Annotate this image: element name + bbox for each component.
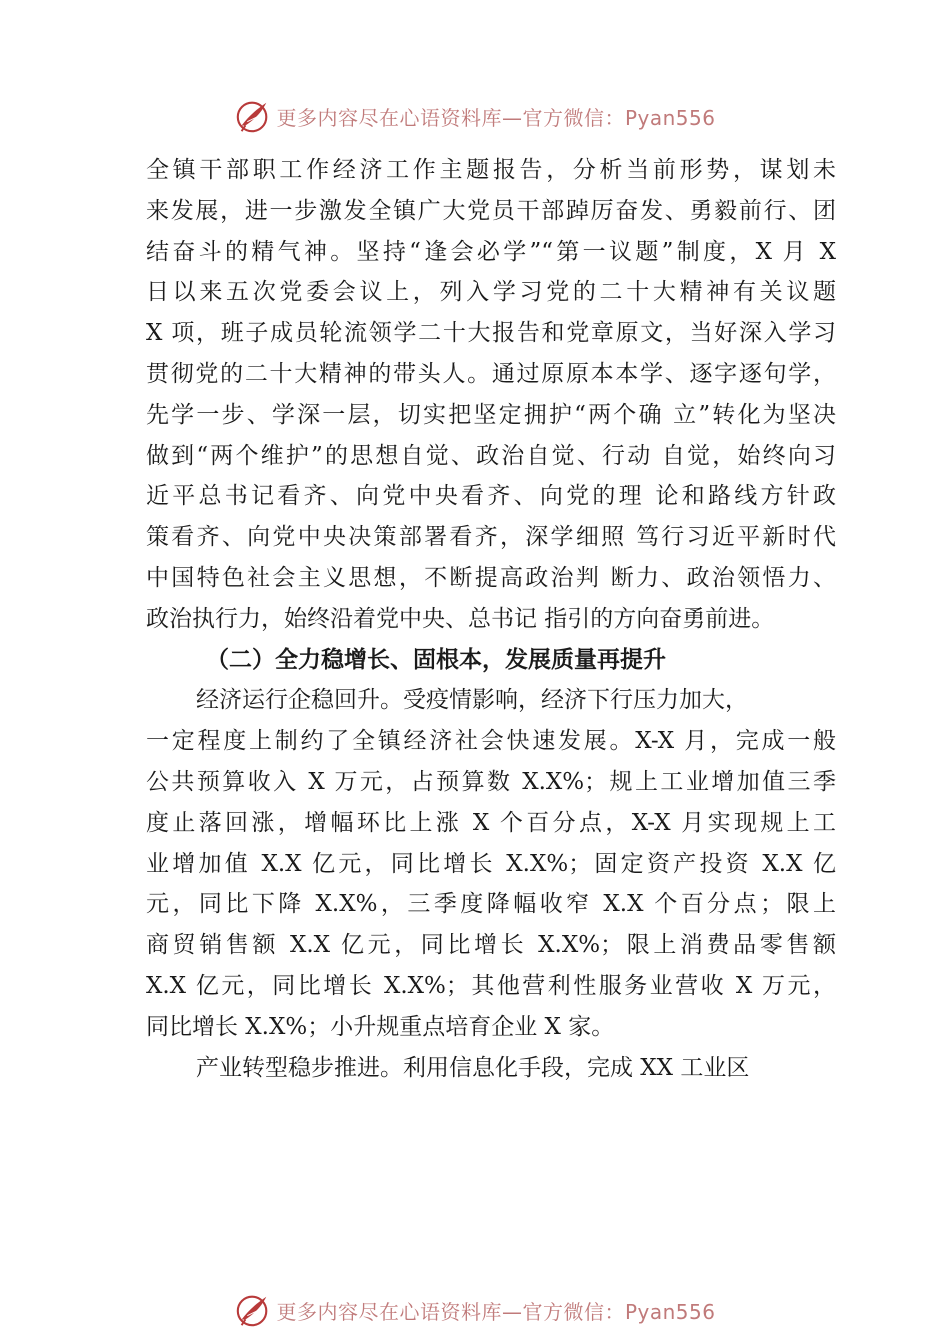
body-line: 一定程度上制约了全镇经济社会快速发展。X-X 月，完成一般 — [146, 728, 836, 755]
body-line: 贯彻党的二十大精神的带头人。通过原原本本学、逐字逐句学， — [146, 360, 836, 387]
body-line: 中国特色社会主义思想，不断提高政治判 断力、政治领悟力、 — [146, 564, 836, 591]
body-line: 全镇干部职工作经济工作主题报告，分析当前形势，谋划未 — [146, 157, 836, 183]
body-line: 策看齐、向党中央决策部署看齐，深学细照 笃行习近平新时代 — [146, 524, 836, 551]
footer-banner — [0, 1290, 950, 1330]
document-body — [146, 150, 836, 1088]
header-banner — [0, 96, 950, 136]
section-heading: （二）全力稳增长、固根本，发展质量再提升 — [206, 645, 666, 673]
body-line: 元，同比下降 X.X%，三季度降幅收窄 X.X 个百分点；限上 — [146, 891, 836, 918]
body-line: 日以来五次党委会议上，列入学习党的二十大精神有关议题 — [146, 279, 836, 306]
body-line: 产业转型稳步推进。利用信息化手段，完成 XX 工业区 — [196, 1054, 750, 1081]
body-line: 度止落回涨，增幅环比上涨 X 个百分点，X-X 月实现规上工 — [146, 809, 836, 836]
body-line: 结奋斗的精气神。坚持“逢会必学”“第一议题”制度，X 月 X — [146, 238, 836, 265]
body-line: 商贸销售额 X.X 亿元，同比增长 X.X%；限上消费品零售额 — [146, 932, 836, 959]
body-line: 公共预算收入 X 万元，占预算数 X.X%；规上工业增加值三季 — [146, 768, 836, 795]
quill-logo-icon — [234, 1291, 272, 1329]
body-line: 做到“两个维护”的思想自觉、政治自觉、行动 自觉，始终向习 — [146, 442, 836, 469]
body-line: 业增加值 X.X 亿元，同比增长 X.X%；固定资产投资 X.X 亿 — [146, 850, 836, 877]
body-line: 政治执行力，始终沿着党中央、总书记 指引的方向奋勇前进。 — [146, 605, 775, 632]
body-line: 近平总书记看齐、向党中央看齐、向党的理 论和路线方针政 — [146, 483, 836, 510]
body-line: X 项，班子成员轮流领学二十大报告和党章原文，当好深入学习 — [146, 320, 836, 347]
footer-banner-text: 更多内容尽在心语资料库—官方微信：Pyan556 — [276, 1299, 716, 1324]
body-line: 同比增长 X.X%；小升规重点培育企业 X 家。 — [146, 1013, 615, 1040]
quill-logo-icon — [234, 97, 272, 135]
body-line: 来发展，进一步激发全镇广大党员干部踔厉奋发、勇毅前行、团 — [146, 197, 836, 224]
body-line: 经济运行企稳回升。受疫情影响，经济下行压力加大， — [196, 687, 748, 714]
header-banner-text: 更多内容尽在心语资料库—官方微信：Pyan556 — [276, 105, 716, 130]
body-line: 先学一步、学深一层，切实把坚定拥护“两个确 立”转化为坚决 — [146, 401, 836, 428]
body-line: X.X 亿元，同比增长 X.X%；其他营利性服务业营收 X 万元， — [146, 972, 836, 999]
